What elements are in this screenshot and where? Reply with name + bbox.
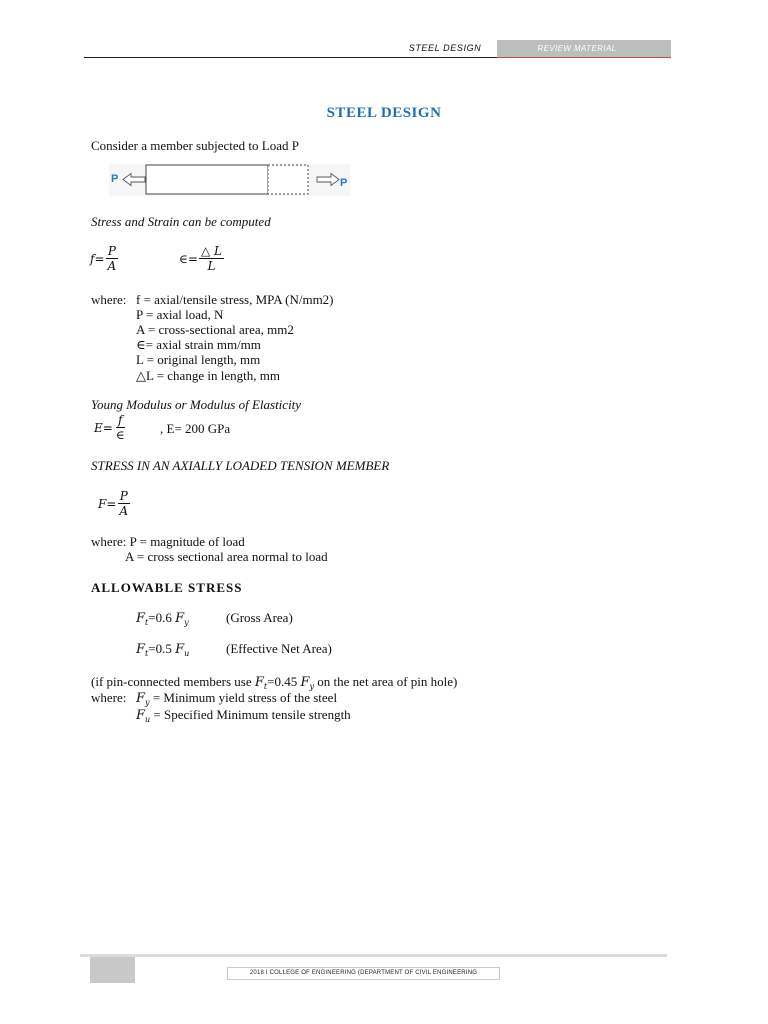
def-stress: f = axial/tensile stress, MPA (N/mm2) [136,292,334,307]
where-label: where: [91,292,127,307]
young-formula-den: ∈ [115,428,125,442]
strain-formula-num: △ L [200,244,222,258]
tension-where-1: where: P = magnitude of load [91,534,245,549]
young-formula-num: f [118,413,123,427]
strain-formula-lhs: ∈ [179,252,188,266]
young-formula-lhs: E [94,421,103,435]
tension-formula-num: P [119,489,128,503]
def-load: P = axial load, N [136,307,224,322]
def-change-length: △L = change in length, mm [136,368,280,383]
stress-formula-den: A [107,259,117,273]
left-load-label: P [111,173,119,185]
strain-formula-den: L [207,259,216,273]
young-heading: Young Modulus or Modulus of Elasticity [91,397,302,412]
intro-text: Consider a member subjected to Load P [91,138,299,153]
footer-page-box [90,957,135,983]
note-fy: $F_y$ = Minimum yield stress of the steel [136,690,338,707]
page-title: STEEL DESIGN [326,105,442,121]
note-fu: $F_u$ = Specified Minimum tensile strength [136,707,351,724]
stress-strain-heading: Stress and Strain can be computed [91,214,271,229]
def-strain: ∈= axial strain mm/mm [136,337,261,352]
young-formula: E= $\frac{f}{\in}$ [94,413,125,442]
tension-formula-lhs: F [98,497,107,511]
allowable-net-label: (Effective Net Area) [226,641,332,656]
notes-where: where: [91,690,127,705]
pin-note: (if pin-connected members use $F_t=0.45$ $F_y$ on the net area of pin hole) [91,674,458,691]
def-area: A = cross-sectional area, mm2 [136,322,294,337]
stress-formula-lhs: f [90,252,95,266]
header-tab-label: REVIEW MATERIAL [537,44,617,53]
member-load-diagram [109,164,350,196]
strain-formula: ∈= $\frac{\triangle L}{L}$ [179,244,222,273]
tension-formula-den: A [119,504,129,518]
tension-formula: F= $\frac{P}{A}$ [98,489,129,518]
def-length: L = original length, mm [136,352,261,367]
stress-formula-num: P [107,244,116,258]
footer-rule [80,954,667,957]
stress-formula: f= $\frac{P}{A}$ [90,244,117,273]
allowable-gross-formula: $F_t=0.6$ $F_y$ [136,610,189,627]
allowable-net-formula: $F_t=0.5$ $F_u$ [136,641,190,658]
tension-heading: STRESS IN AN AXIALLY LOADED TENSION MEMBER [91,458,390,473]
header-accent-rule [497,57,671,58]
header-title: STEEL DESIGN [408,43,482,53]
right-load-label: P [340,177,348,189]
footer-text: 2018 I COLLEGE OF ENGINEERING (DEPARTMENT OF CIVIL ENGINEERING [249,970,478,976]
allowable-heading: ALLOWABLE STRESS [91,580,243,595]
young-value: , E= 200 GPa [160,421,231,436]
allowable-gross-label: (Gross Area) [226,610,293,625]
tension-where-2: A = cross sectional area normal to load [125,549,328,564]
